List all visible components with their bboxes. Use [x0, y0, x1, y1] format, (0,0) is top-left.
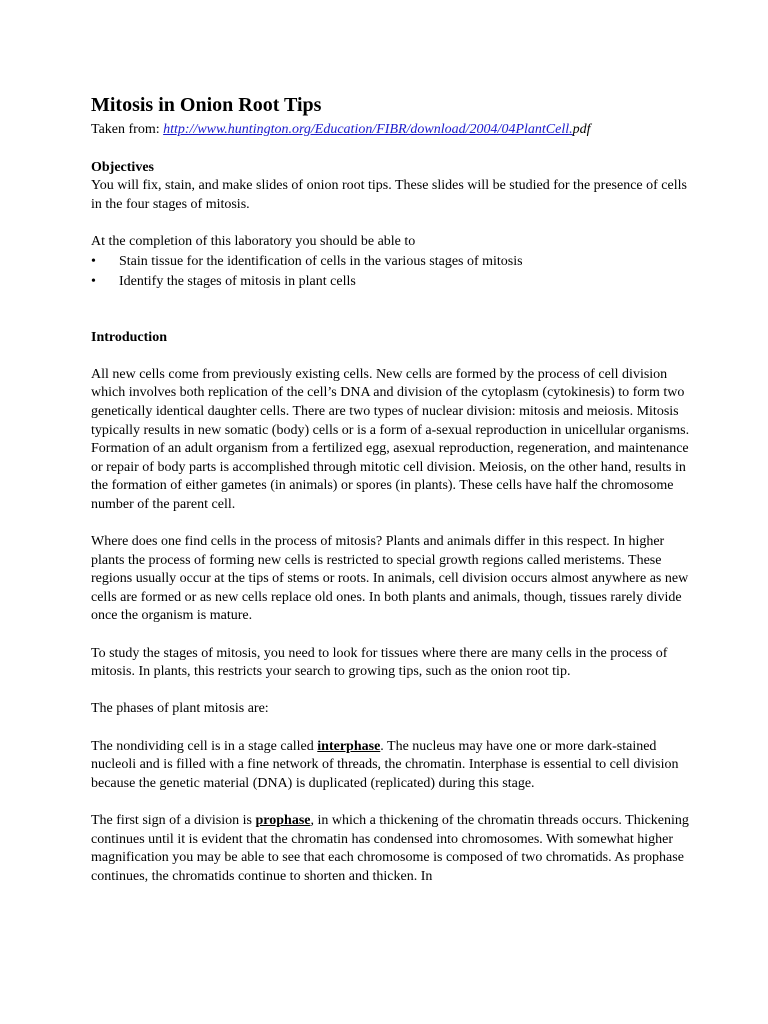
- bullet-icon: •: [91, 253, 96, 269]
- interphase-after: . The nucleus may have one or more dark-stained nucleoli and is filled with a fine network of threads, the chromatin. Interphase is essential to cell division because the genetic material (DNA) is duplicated (replicated) during this stage.: [91, 738, 679, 791]
- objectives-heading: Objectives: [91, 159, 154, 175]
- prophase-term: prophase: [255, 813, 311, 828]
- interphase-paragraph: [91, 738, 691, 794]
- interphase-term: interphase: [317, 738, 381, 754]
- source-link[interactable]: http://www.huntington.org/Education/FIBR/download/2004/04PlantCell.: [163, 122, 573, 137]
- intro-paragraph-4: The phases of plant mitosis are:: [91, 701, 269, 717]
- objectives-lead: At the completion of this laboratory you should be able to: [91, 233, 416, 249]
- intro-paragraph-2: Where does one find cells in the process of mitosis? Plants and animals differ in this respect. In higher plants the process of forming new cells is restricted to special growth regions called meristems. These regions usually occur at the tips of stems or roots. In animals, cell division occurs almost anywhere as new cells are formed or as new cells replace old ones. In both plants and animals, though, tissues rarely divide once the organism is mature.: [91, 534, 689, 624]
- interphase-before: The nondividing cell is in a stage called: [91, 738, 318, 754]
- prophase-after: , in which a thickening of the chromatin threads occurs. Thickening continues until it is evident that the chromatin has condensed into chromosomes. With somewhat higher magnification you may be able to see that each chromosome is composed of two chromatids. As prophase continues, the chromatids continue to shorten and thicken. In: [91, 813, 689, 884]
- source-prefix: Taken from:: [91, 122, 164, 137]
- intro-paragraph-3: To study the stages of mitosis, you need to look for tissues where there are many cells in the process of mitosis. In plants, this restricts your search to growing tips, such as the onion root tip.: [91, 645, 668, 680]
- prophase-paragraph: [91, 812, 691, 886]
- list-item: [91, 252, 691, 273]
- list-item-text: Stain tissue for the identification of cells in the various stages of mitosis: [119, 253, 523, 269]
- introduction-heading: Introduction: [91, 329, 167, 345]
- objectives-list: [91, 252, 691, 293]
- list-item: [91, 272, 691, 293]
- document-title: Mitosis in Onion Root Tips: [91, 94, 322, 116]
- source-extension: pdf: [572, 122, 591, 137]
- list-item-text: Identify the stages of mitosis in plant cells: [119, 274, 356, 290]
- document-body: [91, 92, 691, 886]
- prophase-before: The first sign of a division is: [91, 813, 256, 828]
- objectives-text: You will fix, stain, and make slides of onion root tips. These slides will be studied for the presence of cells in the four stages of mitosis.: [91, 178, 687, 212]
- bullet-icon: •: [91, 274, 96, 290]
- source-line: [91, 121, 691, 140]
- intro-paragraph-1: All new cells come from previously existing cells. New cells are formed by the process of cell division which involves both replication of the cell’s DNA and division of the cytoplasm (cytokinesis) to form two genetically identical daughter cells. There are two types of nuclear division: mitosis and meiosis. Mitosis typically results in new somatic (body) cells or is a form of a-sexual reproduction in unicellular organisms. Formation of an adult organism from a fertilized egg, asexual reproduction, regeneration, and maintenance or repair of body parts is accomplished through mitotic cell division. Meiosis, on the other hand, results in the formation of either gametes (in animals) or spores (in plants). These cells have half the chromosome number of the parent cell.: [91, 366, 690, 512]
